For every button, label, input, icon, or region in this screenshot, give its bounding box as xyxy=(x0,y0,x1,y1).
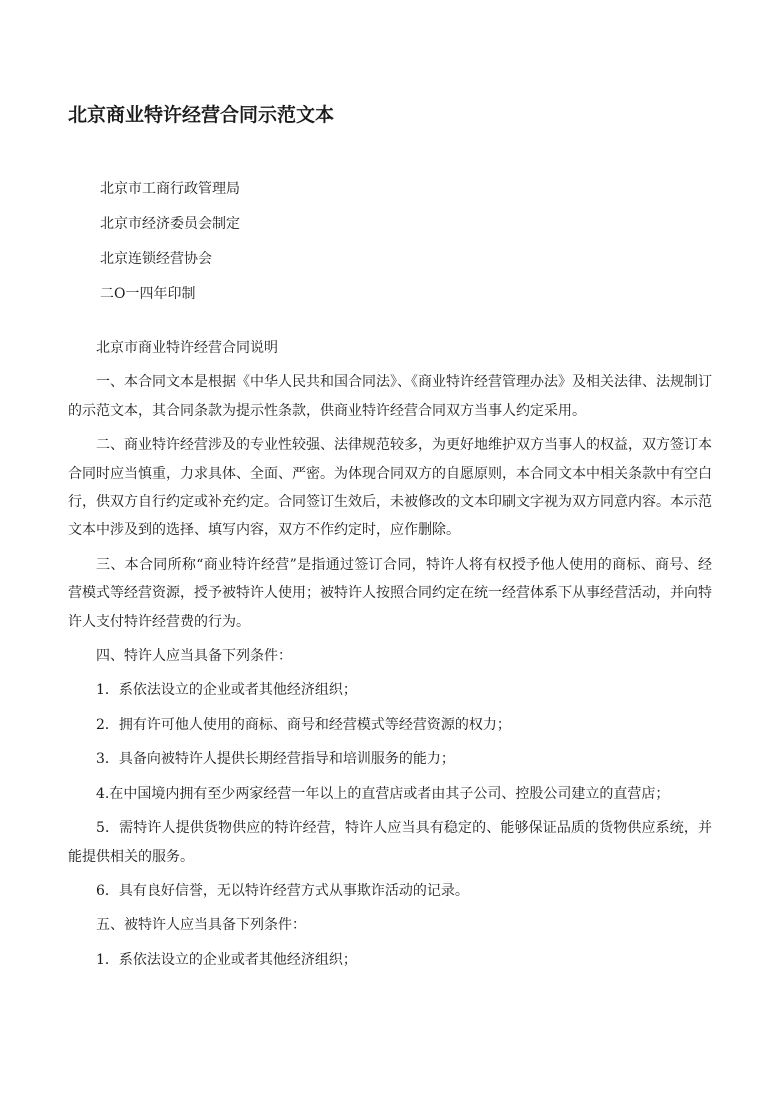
document-title: 北京商业特许经营合同示范文本 xyxy=(68,104,335,126)
list-item: 6．具有良好信誉，无以特许经营方式从事欺诈活动的记录。 xyxy=(96,882,469,899)
body-paragraph: 四、特许人应当具备下列条件： xyxy=(96,648,292,665)
body-paragraph: 五、被特许人应当具备下列条件： xyxy=(96,917,306,934)
list-item: 1．系依法设立的企业或者其他经济组织； xyxy=(96,951,357,968)
print-date-line: 二O一四年印制 xyxy=(100,286,196,302)
list-item: 2．拥有许可他人使用的商标、商号和经营模式等经营资源的权力； xyxy=(96,716,511,733)
list-item: 5．需特许人提供货物供应的特许经营，特许人应当具有稳定的、能够保证品质的货物供应系统，并能提供相关的服务。 xyxy=(68,820,712,865)
document-body xyxy=(68,334,712,980)
body-paragraph: 二、商业特许经营涉及的专业性较强、法律规范较多，为更好地维护双方当事人的权益，双方签订本合同时应当慎重，力求具体、全面、严密。为体现合同双方的自愿原则，本合同文本中相关条款中有空白行，供双方自行约定或补充约定。合同签订生效后，未被修改的文本印刷文字视为双方同意内容。本示范文本中涉及到的选择、填写内容，双方不作约定时，应作删除。 xyxy=(68,437,712,539)
list-item: 1．系依法设立的企业或者其他经济组织； xyxy=(96,682,357,699)
list-item: 3．具备向被特许人提供长期经营指导和培训服务的能力； xyxy=(96,751,455,768)
issuer-line: 北京连锁经营协会 xyxy=(100,251,212,267)
issuer-line: 北京市工商行政管理局 xyxy=(100,181,240,197)
issuer-line: 北京市经济委员会制定 xyxy=(100,216,240,232)
issuer-list xyxy=(100,172,240,312)
body-paragraph: 三、本合同所称“商业特许经营”是指通过签订合同，特许人将有权授予他人使用的商标、商号、经营模式等经营资源，授予被特许人使用；被特许人按照合同约定在统一经营体系下从事经营活动，并向特许人支付特许经营费的行为。 xyxy=(68,556,712,630)
list-item: 4.在中国境内拥有至少两家经营一年以上的直营店或者由其子公司、控股公司建立的直营店； xyxy=(96,785,670,802)
body-paragraph: 一、本合同文本是根据《中华人民共和国合同法》、《商业特许经营管理办法》及相关法律、法规制订的示范文本，其合同条款为提示性条款，供商业特许经营合同双方当事人约定采用。 xyxy=(68,374,712,419)
explanation-heading: 北京市商业特许经营合同说明 xyxy=(96,340,278,356)
